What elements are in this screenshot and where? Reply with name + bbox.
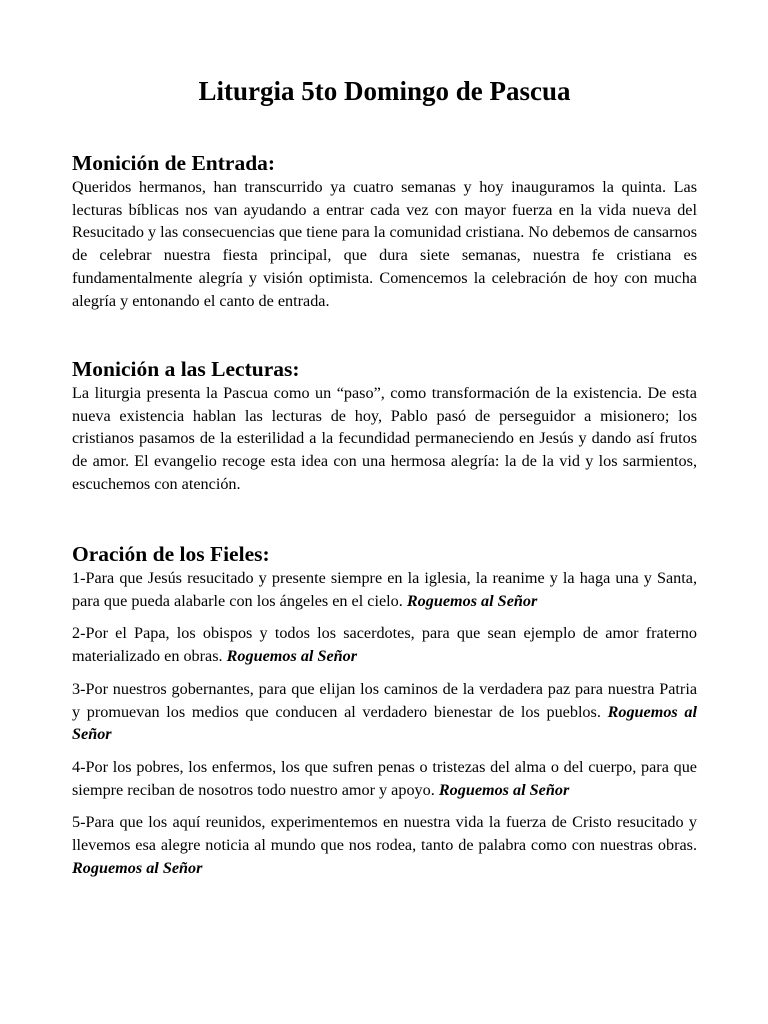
prayer-text: 4-Por los pobres, los enfermos, los que sufren penas o tristezas del alma o del cuerpo, para que siempre reciban de nosotros todo nuestro amor y apoyo. (72, 757, 697, 799)
section-monicion-entrada (72, 150, 697, 312)
section-oracion-fieles (72, 541, 697, 889)
prayer-text: 1-Para que Jesús resucitado y presente siempre en la iglesia, la reanime y la haga una y Santa, para que pueda alabarle con los ángeles en el cielo. (72, 569, 697, 610)
prayer-item (72, 678, 697, 746)
prayer-response: Roguemos al Señor (406, 591, 538, 610)
prayer-response: Roguemos al Señor (72, 702, 697, 744)
prayer-text: 5-Para que los aquí reunidos, experimentemos en nuestra vida la fuerza de Cristo resucitado y llevemos esa alegre noticia al mundo que nos rodea, tanto de palabra como con nuestras obras. (72, 813, 697, 855)
prayer-text: 2-Por el Papa, los obispos y todos los sacerdotes, para que sean ejemplo de amor fraterno materializado en obras. (72, 624, 697, 666)
prayer-response: Roguemos al Señor (72, 858, 203, 877)
prayer-item (72, 567, 697, 612)
section-heading: Monición a las Lecturas: (72, 357, 300, 381)
prayer-item (72, 811, 697, 879)
section-paragraph: Queridos hermanos, han transcurrido ya cuatro semanas y hoy inauguramos la quinta. Las lecturas bíblicas nos van ayudando a entrar cada vez con mayor fuerza en la vida nueva del Resucitado y las consecuencias que tiene para la comunidad cristiana. No debemos de cansarnos de celebrar nuestra fiesta principal, que dura siete semanas, nuestra fe cristiana es fundamentalmente alegría y visión optimista. Comencemos la celebración de hoy con mucha alegría y entonando el canto de entrada. (72, 178, 697, 310)
section-heading: Oración de los Fieles: (72, 542, 270, 566)
section-heading: Monición de Entrada: (72, 151, 276, 175)
prayer-response: Roguemos al Señor (438, 780, 570, 799)
section-paragraph: La liturgia presenta la Pascua como un “paso”, como transformación de la existencia. De esta nueva existencia hablan las lecturas de hoy, Pablo pasó de perseguidor a misionero; los cristianos pasamos de la esterilidad a la fecundidad permaneciendo en Jesús y dando así frutos de amor. El evangelio recoge esta idea con una hermosa alegría: la de la vid y los sarmientos, escuchemos con atención. (72, 384, 697, 493)
document-title: Liturgia 5to Domingo de Pascua (198, 76, 571, 106)
prayer-text: 3-Por nuestros gobernantes, para que elijan los caminos de la verdadera paz para nuestra Patria y promuevan los medios que conducen al verdadero bienestar de los pueblos. (72, 679, 697, 721)
prayer-item (72, 622, 697, 667)
section-monicion-lecturas (72, 356, 697, 496)
prayer-item (72, 756, 697, 801)
prayer-response: Roguemos al Señor (226, 647, 358, 666)
